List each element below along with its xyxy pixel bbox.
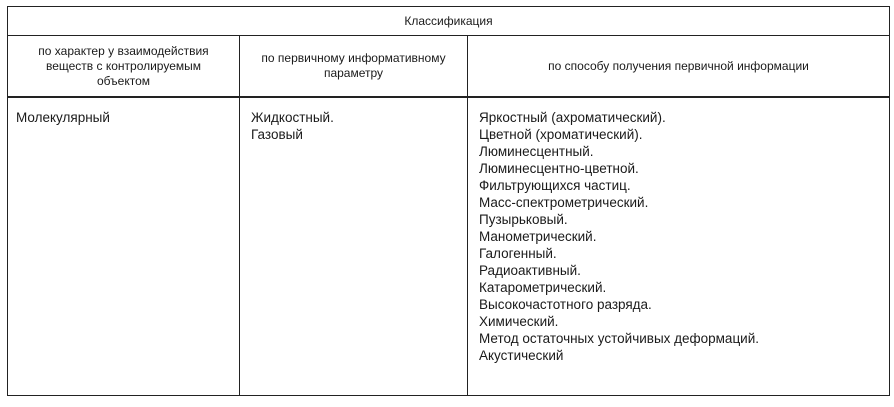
list-item: Газовый (251, 127, 303, 142)
list-item: Катарометрический. (479, 280, 607, 295)
cell-by-acquisition-method (468, 97, 890, 396)
list-item: Жидкостный. (251, 110, 334, 125)
interaction-list (16, 109, 239, 126)
list-item: Химический. (479, 314, 559, 329)
list-item: Люминесцентный. (479, 144, 594, 159)
header-by-primary-parameter: по первичному информативному параметру (240, 36, 468, 98)
list-item: Акустический (479, 348, 564, 363)
list-item: Галогенный. (479, 246, 557, 261)
cell-by-interaction (8, 97, 240, 396)
list-item: Люминесцентно-цветной. (479, 161, 639, 176)
list-item: Высокочастотного разряда. (479, 297, 652, 312)
list-item: Радиоактивный. (479, 263, 581, 278)
header-by-acquisition-method: по способу получения первичной информации (468, 36, 890, 98)
list-item: Молекулярный (16, 110, 110, 125)
list-item: Фильтрующихся частиц. (479, 178, 631, 193)
table-title: Классификация (8, 7, 890, 36)
list-item: Цветной (хроматический). (479, 127, 643, 142)
list-item: Яркостный (ахроматический). (479, 110, 666, 125)
classification-table (7, 6, 890, 396)
list-item: Метод остаточных устойчивых деформаций. (479, 331, 760, 346)
list-item: Пузырьковый. (479, 212, 568, 227)
header-by-interaction: по характер у взаимодействия веществ с контролируемым объектом (8, 36, 240, 98)
list-item: Манометрический. (479, 229, 597, 244)
primary-parameter-list (251, 109, 467, 143)
title-row (8, 7, 890, 36)
acquisition-method-list (479, 109, 889, 364)
list-item: Масс-спектрометрический. (479, 195, 649, 210)
table-row (8, 97, 890, 396)
cell-by-primary-parameter (240, 97, 468, 396)
header-row (8, 36, 890, 98)
